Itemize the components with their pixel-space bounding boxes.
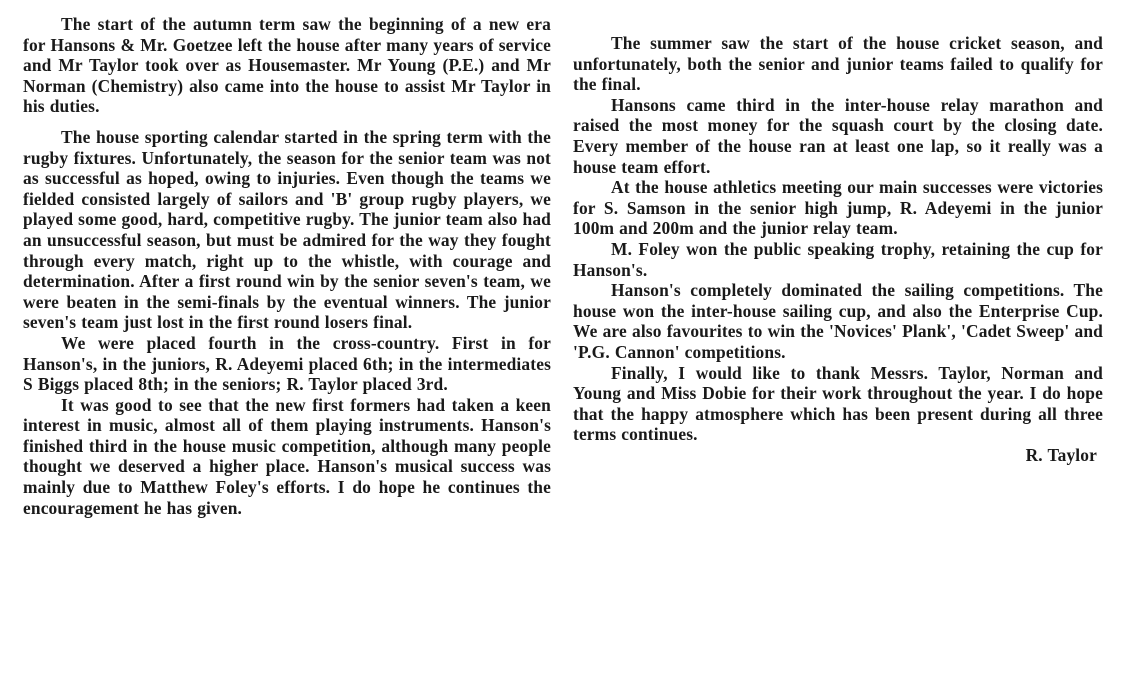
paragraph-sailing: Hanson's completely dominated the sailing competitions. The house won the inter-house sailing cup, and also the Enterprise Cup. We are also favourites to win the 'Novices' Plank', 'Cadet Sweep' and 'P.G. Cannon' competitions. [573,280,1103,362]
author-signature: R. Taylor [1025,444,1097,465]
paragraph-rugby-season: The house sporting calendar started in the spring term with the rugby fixtures. Unfortunately, the season for the senior team was not as successful as hoped, owing to injuries. Even though the teams we fielded consisted largely of sailors and 'B' group rugby players, we played some good, hard, competitive rugby. The junior team also had an unsuccessful season, but must be admired for the way they fought through every match, right up to the whistle, with courage and determination. After a first round win by the senior seven's team, we were beaten in the semi-finals by the eventual winners. The junior seven's team just lost in the first round losers final. [23,126,551,333]
paragraph-music: It was good to see that the new first formers had taken a keen interest in music, almost all of them playing instruments. Hanson's finished third in the house music competition, although many people thought we deserved a higher place. Hanson's musical success was mainly due to Matthew Foley's efforts. I do hope he continues the encouragement he has given. [23,394,551,518]
paragraph-public-speaking: M. Foley won the public speaking trophy, retaining the cup for Hanson's. [573,238,1103,280]
paragraph-cross-country: We were placed fourth in the cross-country. First in for Hanson's, in the juniors, R. Adeyemi placed 6th; in the intermediates S Biggs placed 8th; in the seniors; R. Taylor placed 3rd. [23,332,551,395]
paragraph-athletics: At the house athletics meeting our main successes were victories for S. Samson in the senior high jump, R. Adeyemi in the junior 100m and 200m and the junior relay team. [573,177,1103,239]
paragraph-new-housemaster: The start of the autumn term saw the beginning of a new era for Hansons & Mr. Goetzee left the house after many years of service and Mr Taylor took over as Housemaster. Mr Young (P.E.) and Mr Norman (Chemistry) also came into the house to assist Mr Taylor in his duties. [23,14,551,117]
paragraph-cricket: The summer saw the start of the house cricket season, and unfortunately, both the senior and junior teams failed to qualify for the final. [573,33,1103,95]
paragraph-relay-marathon: Hansons came third in the inter-house relay marathon and raised the most money for the squash court by the closing date. Every member of the house ran at least one lap, so it really was a house team effort. [573,94,1103,177]
paragraph-thanks: Finally, I would like to thank Messrs. Taylor, Norman and Young and Miss Dobie for their work throughout the year. I do hope that the happy atmosphere which has been present during all three terms continues. [573,362,1103,445]
left-text-column [23,14,551,518]
right-text-column [573,33,1103,465]
